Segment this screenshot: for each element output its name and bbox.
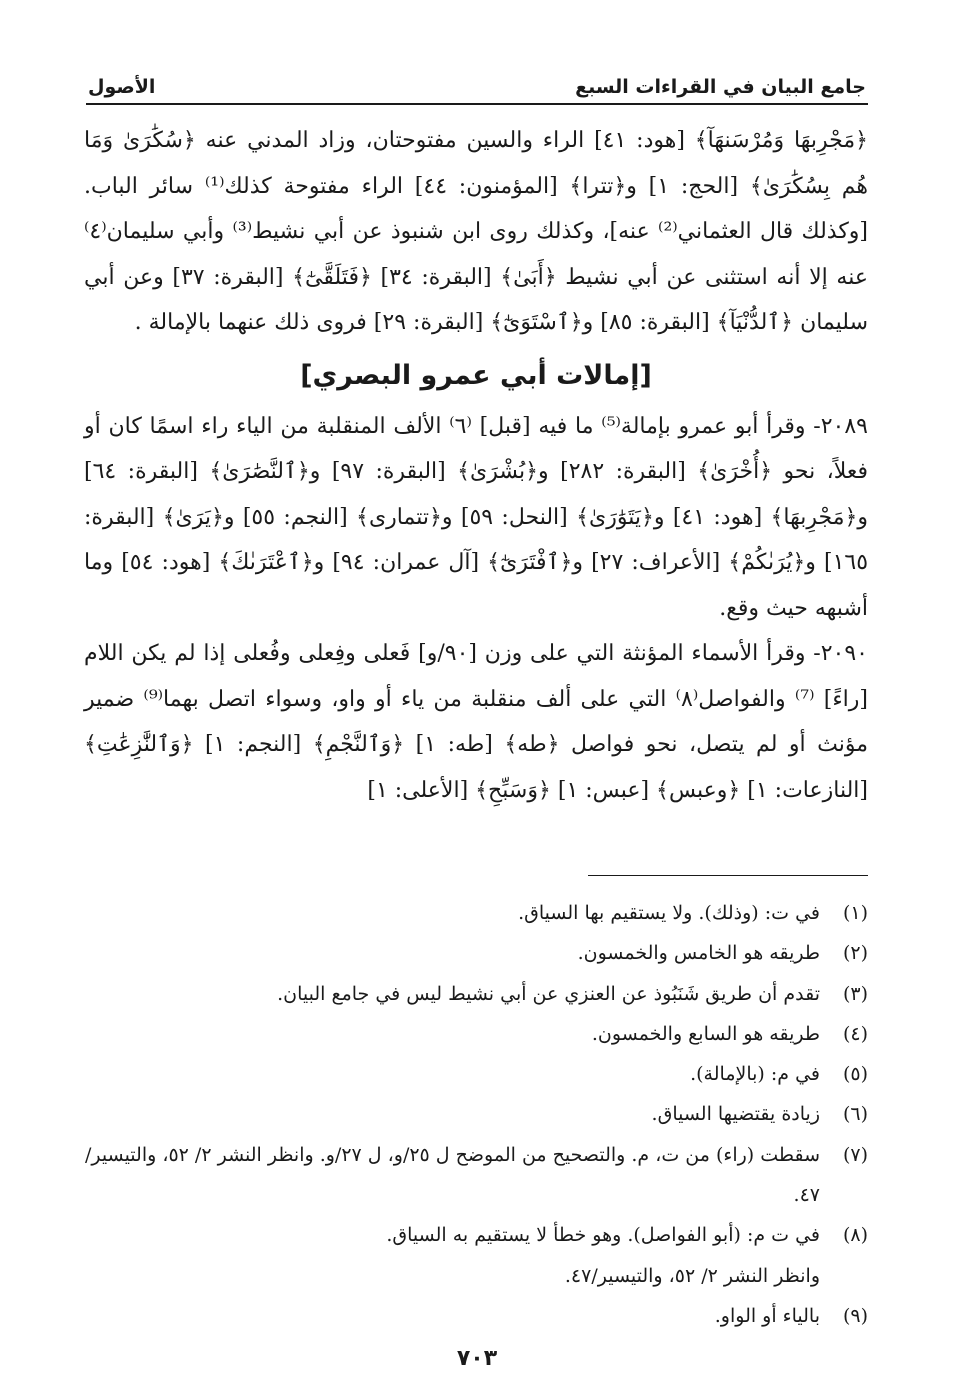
paragraph-2089: ٢٠٨٩- وقرأ أبو عمرو بإمالة⁽⁵⁾ ما فيه [قبل] ⁽٦⁾ الألف المنقلبة من الياء راء اسمًا كان أو فعلاً، نحو ﴿أُخْرَىٰ﴾ [البقرة: ٢٨٢] و﴿بُشْرَىٰ﴾ [البقرة: ٩٧] و﴿ٱلنَّصَٰرَىٰ﴾ [البقرة: ٦٤] و﴿مَجْرِبهَا﴾ [هود: ٤١] و﴿يَتَوَٰرَىٰ﴾ [النحل: ٥٩] و﴿تتمارى﴾ [النجم: ٥٥] و﴿يَرَىٰ﴾ [البقرة: ١٦٥] و﴿يُرَىٰكُمْ﴾ [الأعراف: ٢٧] و﴿ٱفْتَرَىٰٓ﴾ [آل عمران: ٩٤] و﴿ٱعْتَرَىٰكَ﴾ [هود: ٥٤] وما أشبهه حيث وقع.	[84, 413, 869, 621]
footnote-text: زيادة يقتضيها السياق.	[651, 1103, 820, 1126]
footnotes	[84, 893, 868, 1336]
footnote	[84, 1215, 868, 1255]
footnote-divider	[588, 875, 868, 876]
page-number: ٧٠٣	[456, 1346, 498, 1371]
footnote-text: في ت: (وذلك). ولا يستقيم بها السياق.	[518, 902, 820, 924]
footnote-text: بالياء أو الواو.	[714, 1304, 820, 1327]
footnote-text: طريقه هو الخامس والخمسون.	[577, 942, 820, 965]
footnote-text: وانظر النشر ٢/ ٥٢، والتيسير/٤٧.	[564, 1264, 820, 1287]
paragraph-1: ﴿مَجْرِبهَا وَمُرْسَنهَآ﴾ [هود: ٤١] الراء والسين مفتوحتان، وزاد المدني عنه ﴿سُكَٰرَىٰ وَمَا هُم بِسُكَٰرَىٰ﴾ [الحج: ١] و﴿تترا﴾ [المؤمنون: ٤٤] الراء مفتوحة كذلك⁽¹⁾ سائر الباب. [وكذلك قال العثماني⁽²⁾ عنه]، وكذلك روى ابن شنبوذ عن أبي نشيط⁽³⁾ وأبي سليمان⁽٤⁾ عنه إلا أنه استثنى عن أبي نشيط ﴿أَبَىٰ﴾ [البقرة: ٣٤] ﴿فَتَلَقَّىٰٓ﴾ [البقرة: ٣٧] وعن أبي سليمان ﴿ٱلدُّنْيَآ﴾ [البقرة: ٨٥] و﴿ٱسْتَوَىٰٓ﴾ [البقرة: ٢٩] فروى ذلك عنهما بالإمالة .	[84, 128, 868, 335]
footnote-number: (٦)	[842, 1103, 868, 1126]
footnote	[84, 1296, 868, 1336]
footnote-text: في ت م: (أبو الفواصل). وهو خطأ لا يستقيم به السياق.	[386, 1224, 820, 1247]
header-divider	[86, 103, 868, 105]
footnote	[84, 1014, 868, 1054]
footnote-text: في م: (بالإمالة).	[690, 1063, 820, 1086]
footnote-number: (٧)	[842, 1143, 868, 1166]
footnote-number: (١)	[842, 902, 868, 924]
running-header	[88, 62, 866, 98]
footnote-text: سقطت (راء) من ت، م. والتصحيح من الموضح ل ٢٥/و، ل ٢٧/و. وانظر النشر ٢/ ٥٢، والتيسير/٤٧.	[85, 1143, 820, 1207]
footnote-text: تقدم أن طريق شَنَبُوذ عن العنزي عن أبي نشيط ليس في جامع البيان.	[277, 982, 820, 1005]
footnote-number: (٩)	[842, 1304, 868, 1327]
book-title: جامع البيان في القراءات السبع	[575, 76, 866, 98]
footnote	[84, 974, 868, 1014]
footnote	[84, 893, 868, 933]
footnote	[84, 1094, 868, 1134]
footnote-number: (٤)	[842, 1022, 868, 1045]
footnote-number: (٢)	[842, 942, 868, 965]
footnote-number: (٣)	[842, 982, 868, 1005]
section-heading: [إمالات أبي عمرو البصري]	[300, 359, 652, 391]
footnote-text: طريقه هو السابع والخمسون.	[591, 1022, 820, 1045]
main-text	[84, 118, 868, 813]
footnote	[84, 1054, 868, 1094]
paragraph-2090: ٢٠٩٠- وقرأ الأسماء المؤنثة التي على وزن [٩٠/و] فَعلى وفِعلى وفُعلى إذا لم يكن اللام [راءً] ⁽⁷⁾ والفواصل⁽٨⁾ التي على ألف منقلبة من ياء أو واو، وسواء اتصل بهما⁽⁹⁾ ضمير مؤنث أو لم يتصل، نحو فواصل ﴿طه﴾ [طه: ١] ﴿وَٱلنَّجْمِ﴾ [النجم: ١] ﴿وَٱلنَّٰزِعَٰتِ﴾ [النازعات: ١] ﴿وعبس﴾ [عبس: ١] ﴿وَسَبِّحِ﴾ [الأعلى: ١]	[84, 641, 869, 803]
section-title: الأصول	[88, 76, 156, 98]
footnote-continuation	[84, 1256, 868, 1296]
footnote-number: (٨)	[842, 1224, 868, 1247]
footnote	[84, 1135, 868, 1216]
footnote	[84, 933, 868, 973]
footnote-number: (٥)	[842, 1063, 868, 1086]
